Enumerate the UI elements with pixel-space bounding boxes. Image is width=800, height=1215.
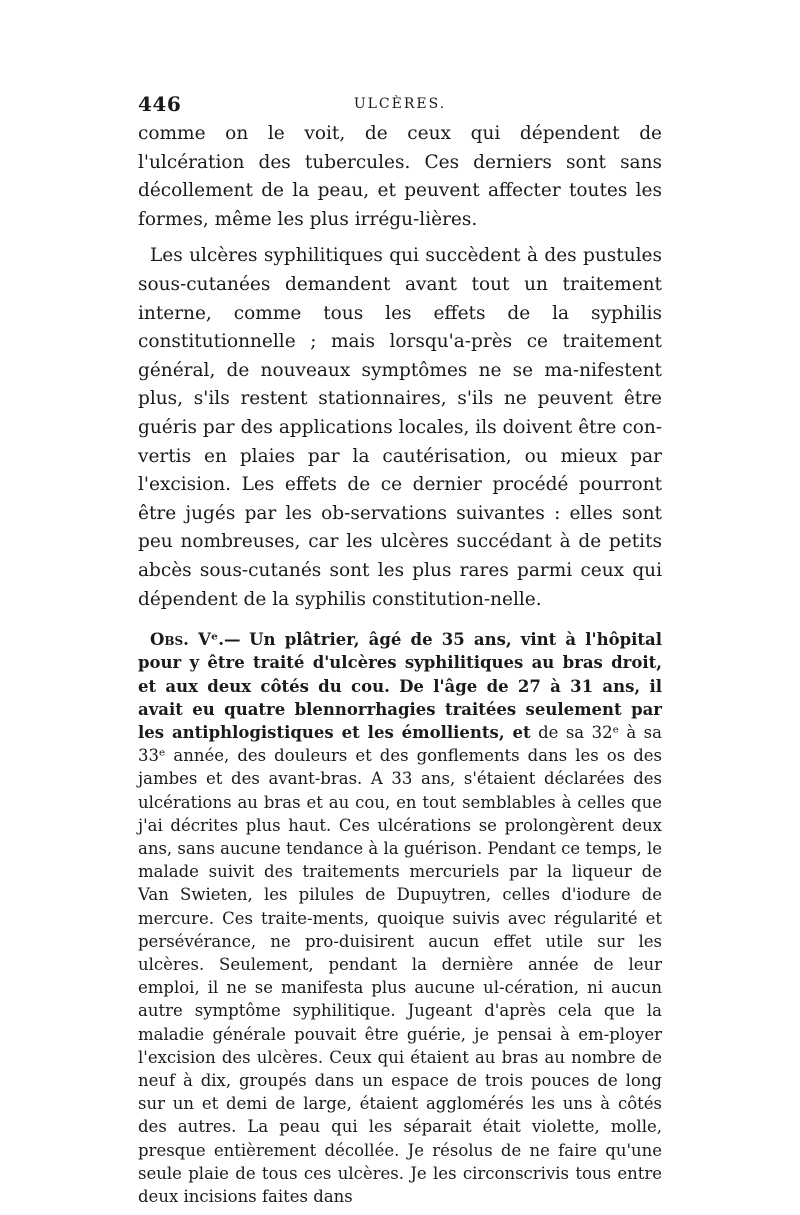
page-header (138, 92, 662, 120)
observation-lead: Un plâtrier, âgé de 35 ans, vint à l'hôpital pour y être traité d'ulcères syphilitiques au bras droit, et aux deux côtés du cou. De l'âge de 27 à 31 ans, il avait eu quatre blennorrhagies traitées seulement par les antiphlogistiques et les émollients, et (138, 630, 662, 742)
running-title: ULCÈRES. (353, 96, 447, 112)
book-page (138, 92, 662, 1208)
paragraph-continued: comme on le voit, de ceux qui dépendent de l'ulcération des tubercules. Ces derniers sont sans décollement de la peau, et peuvent affecter toutes les formes, même les plus irrégu-lières. (138, 123, 662, 230)
observation-block (138, 628, 662, 1208)
page-number: 446 (138, 92, 182, 116)
observation-label: Obs. Vᵉ.— (150, 630, 241, 650)
paragraph-syphilitic-ulcers: Les ulcères syphilitiques qui succèdent à des pustules sous-cutanées demandent avant tout un traitement interne, comme tous les effets de la syphilis constitutionnelle ; mais lorsqu'a-près ce traitement général, de nouveaux symptômes ne se ma-nifestent plus, s'ils restent stationnaires, s'ils ne peuvent être guéris par des applications locales, ils doivent être con-vertis en plaies par la cautérisation, ou mieux par l'excision. Les effets de ce dernier procédé pourront être jugés par les ob-servations suivantes : elles sont peu nombreuses, car les ulcères succédant à de petits abcès sous-cutanés sont les plus rares parmi ceux qui dépendent de la syphilis constitution-nelle. (138, 245, 662, 610)
observation-body: de sa 32ᵉ à sa 33ᵉ année, des douleurs et des gonflements dans les os des jambes et des avant-bras. A 33 ans, s'étaient déclarées des ulcérations au bras et au cou, en tout semblables à celles que j'ai décrites plus haut. Ces ulcérations se prolongèrent deux ans, sans aucune tendance à la guérison. Pendant ce temps, le malade suivit des traitements mercuriels par la liqueur de Van Swieten, les pilules de Dupuytren, celles d'iodure de mercure. Ces traite-ments, quoique suivis avec régularité et persévérance, ne pro-duisirent aucun effet utile sur les ulcères. Seulement, pendant la dernière année de leur emploi, il ne se manifesta plus aucune ul-cération, ni aucun autre symptôme syphilitique. Jugeant d'après cela que la maladie générale pouvait être guérie, je pensai à em-ployer l'excision des ulcères. Ceux qui étaient au bras au nombre de neuf à dix, groupés dans un espace de trois pouces de long sur un et demi de large, étaient agglomérés les uns à côtés des autres. La peau qui les séparait était violette, molle, presque entièrement décollée. Je résolus de ne faire qu'une seule plaie de tous ces ulcères. Je les circonscrivis tous entre deux incisions faites dans (138, 722, 662, 1206)
